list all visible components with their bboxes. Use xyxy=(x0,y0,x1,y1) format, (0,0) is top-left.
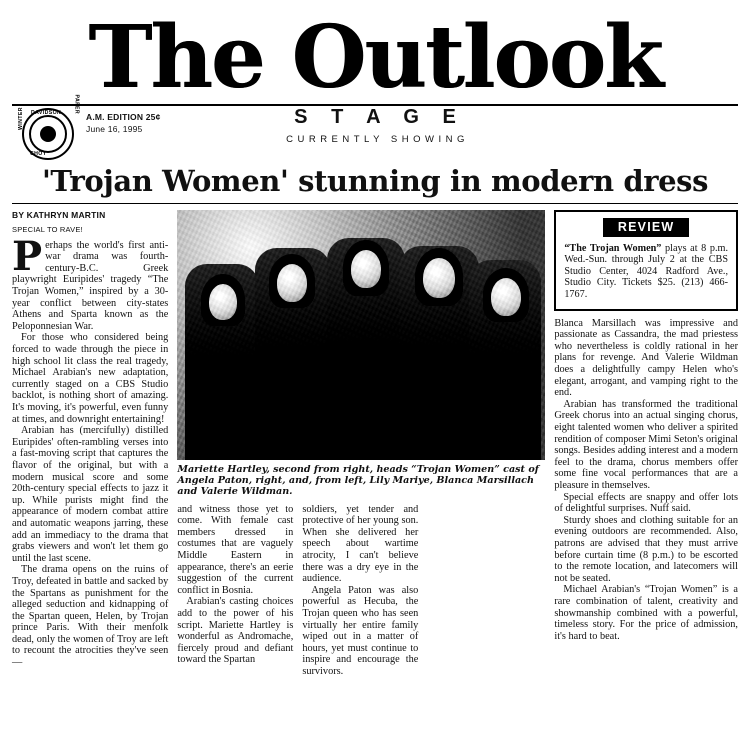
paragraph: Arabian has transformed the traditional Greek chorus into an actual singing chorus, eight talented women who deliver a spirited rendition of composer Mimi Seton's original songs. Besides adding interest and a modern feel to the drama, chorus members offer some fine vocal performances that are a pleasure in themselves. xyxy=(554,398,738,491)
edition-date: June 16, 1995 xyxy=(86,124,143,135)
column-one xyxy=(12,210,168,678)
seal-top-text: DAVIDSON xyxy=(31,110,62,117)
drop-cap: P xyxy=(12,232,43,280)
paragraph: The drama opens on the ruins of Troy, defeated in battle and sacked by the Spartans as punishment for the alleged seduction and kidnapping of the Spartan queen, Helen, by Trojan prince Paris. With their menfolk dead, only the women of Troy are left to recount the atrocities they've seen — xyxy=(12,564,169,669)
dateline-row xyxy=(12,94,738,164)
headline-rule xyxy=(12,203,738,204)
seal-right-text: PAPER xyxy=(73,94,79,115)
paragraph xyxy=(12,232,169,333)
column-two-a xyxy=(177,504,293,678)
article-photo-wrap xyxy=(177,210,545,497)
column-three xyxy=(554,210,738,678)
photo-caption: Mariette Hartley, second from right, heads “Trojan Women” cast of Angela Paton, right, and, from left, Lily Mariye, Blanca Marsillach and Valerie Wildman. xyxy=(177,463,539,497)
paragraph: Michael Arabian's “Trojan Women” is a rare combination of talent, creativity and showmanship combined with a powerful, timeless story. For the price of admission, it's hard to beat. xyxy=(554,584,738,642)
paragraph-text: erhaps the world's first anti-war drama was fourth-century-B.C. Greek playwright Euripides' tragedy “The Trojan Women,” inspired by a 30-year conflict between city-states Athens and Sparta known as the Peloponnesian War. xyxy=(12,239,169,332)
paragraph: and witness those yet to come. With female cast members dressed in costumes that are vaguely Middle Eastern in appearance, there's an eerie suggestion of the current conflict in Bosnia. xyxy=(177,503,294,596)
cast-photo xyxy=(177,210,545,460)
subcolumns xyxy=(177,504,545,678)
paragraph: Special effects are snappy and offer lots of delightful surprises. Nuff said. xyxy=(554,491,738,515)
review-badge: REVIEW xyxy=(603,218,689,237)
section-subhead: CURRENTLY SHOWING xyxy=(286,134,469,146)
edition-label: A.M. EDITION 25¢ xyxy=(86,112,161,123)
paragraph: Arabian has (mercifully) distilled Euripides' often-rambling verses into a fast-moving script that captures the flavor of the original, but with a modern musical score and some 20th-century special effects to jazz it up. While purists might find the appearance of modern combat attire and automatic weapons jarring, these add an immediacy to the drama that grabs viewers and won't let them go until the last scene. xyxy=(12,425,169,564)
seal-left-text: WINTER xyxy=(18,107,24,131)
review-body: plays at 8 p.m. Wed.-Sun. through July 2 at the CBS Studio Center, 4024 Radford Ave., Studio City. Tickets $25. (213) 466-1767. xyxy=(564,242,728,301)
paragraph: soldiers, yet tender and protective of her young son. When she delivered her speech about wartime atrocity, I can't believe there was a dry eye in the audience. xyxy=(302,503,419,585)
byline: BY KATHRYN MARTIN xyxy=(12,209,106,220)
column-two xyxy=(177,210,545,678)
paragraph: Sturdy shoes and clothing suitable for an evening outdoors are recommended. Also, patrons are advised that they must arrive before curtain time (8 p.m.) to be escorted to the remote location, and latecomers will not be seated. xyxy=(554,514,738,584)
review-box xyxy=(554,210,738,311)
section-header xyxy=(12,106,738,145)
special-note: SPECIAL TO RAVE! xyxy=(12,224,83,234)
review-title: “The Trojan Women” xyxy=(564,242,662,254)
column-two-b xyxy=(302,504,418,678)
article-body xyxy=(12,210,738,678)
review-details xyxy=(564,243,728,301)
article-headline: 'Trojan Women' stunning in modern dress xyxy=(41,164,709,199)
paragraph: Angela Paton was also powerful as Hecuba, the Trojan queen who has seen virtually her entire family wiped out in a matter of hours, yet must continue to inspire and encourage the survivors. xyxy=(302,584,419,678)
seal-bottom-text: CHOY xyxy=(30,151,47,158)
paragraph: Arabian's casting choices add to the power of his script. Mariette Hartley is wonderful as Andromache, fiercely proud and defiant toward the Spartan xyxy=(177,596,294,666)
paragraph: For those who considered being forced to wade through the piece in high school lit class the real tragedy, Michael Arabian's new adaptation, currently staged on a CBS Studio backlot, is nothing short of amazing. It's moving, it's powerful, even funny at times, and downright entertaining! xyxy=(12,332,169,425)
section-name: S T A G E xyxy=(294,106,465,129)
paragraph: Blanca Marsillach was impressive and passionate as Cassandra, the mad priestess who nevertheless is coldly rational in her plans for revenge. And Valerie Wildman does a delightfully campy Helen who's elegant, arrogant, and vamping right to the end. xyxy=(554,317,738,399)
newspaper-title: The Outlook xyxy=(88,7,662,108)
